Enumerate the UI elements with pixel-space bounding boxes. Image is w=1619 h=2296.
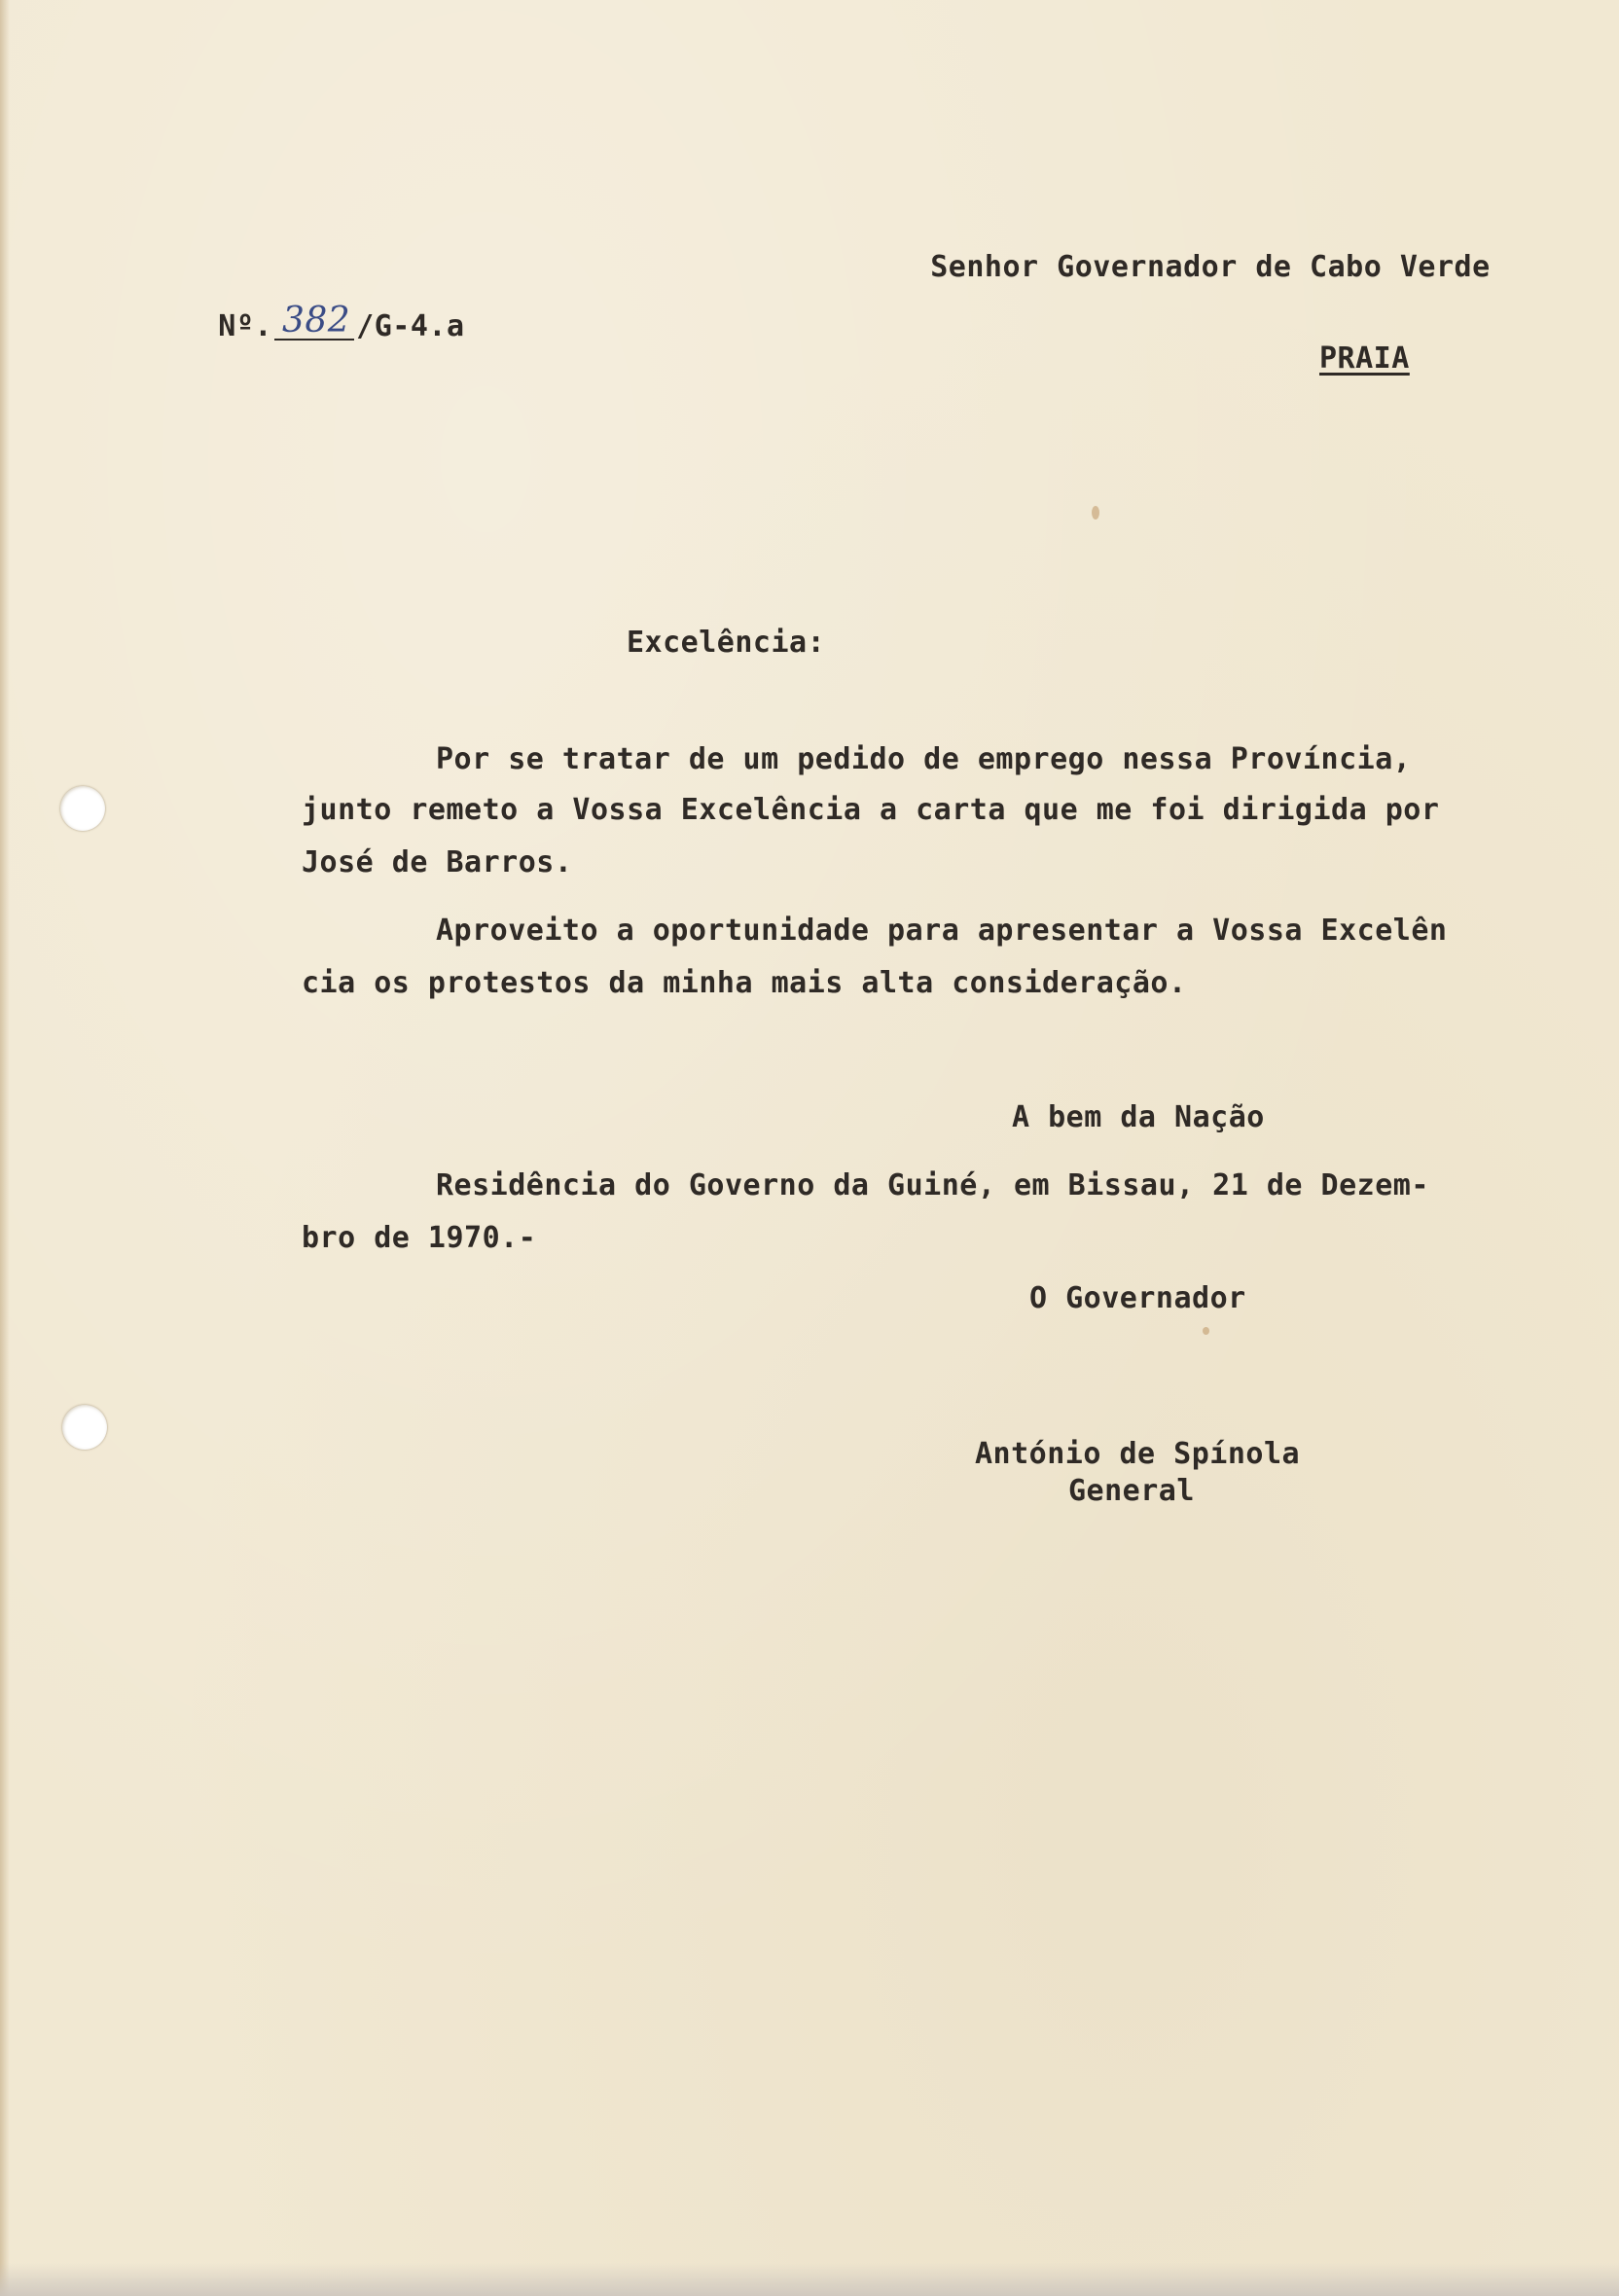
- paper-left-edge: [0, 0, 10, 2296]
- body-line: cia os protestos da minha mais alta consideração.: [302, 966, 1187, 1000]
- place-date-line: bro de 1970.-: [302, 1221, 537, 1255]
- place-date-line: Residência do Governo da Guiné, em Bissau, 21 de Dezem-: [436, 1168, 1429, 1202]
- body-line: junto remeto a Vossa Excelência a carta que me foi dirigida por: [302, 793, 1440, 827]
- recipient-line: Senhor Governador de Cabo Verde: [930, 250, 1491, 284]
- reference-number: [146, 278, 465, 374]
- punch-hole-lower: [62, 1405, 107, 1450]
- destination: PRAIA: [1319, 341, 1410, 376]
- body-line: Aproveito a oportunidade para apresentar a Vossa Excelên: [436, 914, 1448, 948]
- reference-suffix: /G-4.a: [356, 309, 465, 343]
- handwritten-reference-number: 382: [274, 304, 354, 341]
- closing: A bem da Nação: [1012, 1100, 1265, 1134]
- reference-prefix: Nº.: [218, 309, 272, 343]
- signatory-rank: General: [1068, 1474, 1195, 1508]
- punch-hole-upper: [60, 786, 105, 831]
- paper-stain: [1203, 1327, 1209, 1335]
- signatory-name: António de Spínola: [975, 1437, 1301, 1471]
- signatory-title: O Governador: [1029, 1281, 1246, 1315]
- salutation: Excelência:: [627, 626, 826, 660]
- paper-stain: [1092, 506, 1099, 520]
- body-line: José de Barros.: [302, 845, 573, 879]
- paper-bottom-edge: [0, 2263, 1619, 2296]
- body-line: Por se tratar de um pedido de emprego nessa Província,: [436, 742, 1412, 776]
